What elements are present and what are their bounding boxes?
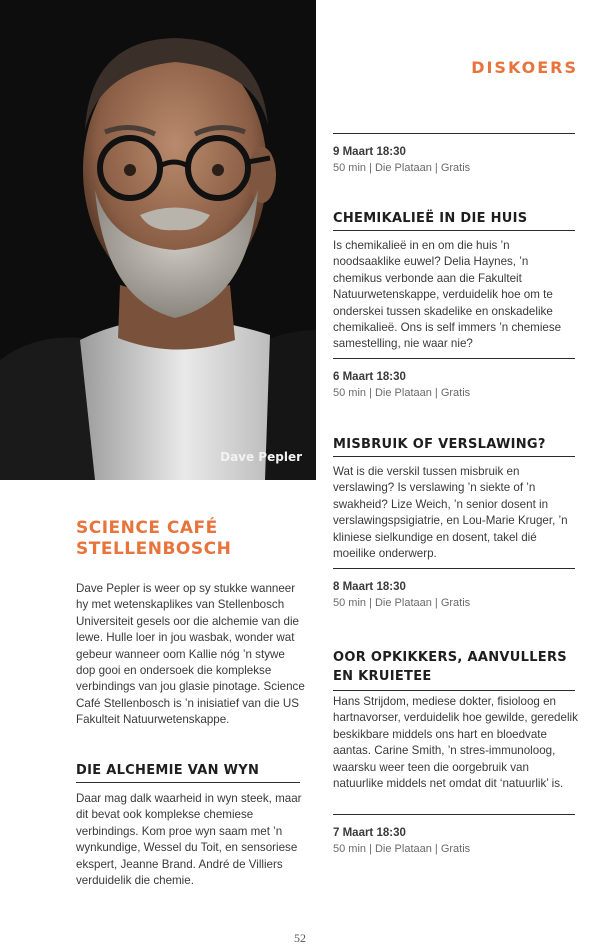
event-title: OOR OPKIKKERS, AANVULLERS EN KRUIETEE bbox=[333, 648, 575, 691]
section-body-wine: Daar mag dalk waarheid in wyn steek, maar dit bevat ook komplekse chemiese verbindings. Kom proe wyn saam met ’n wynkundige, Wessel du Toit, en sensoriese ekspert, Jeanne Brand. André de Villiers verduidelik die chemie. bbox=[76, 792, 302, 888]
intro-paragraph: Dave Pepler is weer op sy stukke wanneer hy met wetenskaplikes van Stellenbosch Universiteit gesels oor die alchemie van die lewe. Hulle loer in jou wasbak, wonder wat gebeur wanneer oom Kallie nóg ’n stywe dop gooi en ondersoek die komplekse verbindings van jou glasie pinotage. Science Café Stellenbosch is ’n inisiatief van die US Fakulteit Natuurwetenskappe. bbox=[76, 582, 305, 727]
divider bbox=[333, 814, 575, 815]
event-title: CHEMIKALIEË IN DIE HUIS bbox=[333, 211, 575, 231]
section-header: DISKOERS bbox=[471, 58, 578, 77]
event-body: Is chemikalieë in en om die huis ’n noodsaaklike euwel? Delia Haynes, ’n chemikus verbonde aan die Fakulteit Natuurwetenskappe, verduidelik hoe om te onderskei tussen skadelike en onskadelike chemikalieë. Ons is self immers ’n chemiese samestelling, nie waar nie? bbox=[333, 239, 562, 351]
main-title: SCIENCE CAFÉ STELLENBOSCH bbox=[76, 518, 232, 559]
event-date: 6 Maart 18:30 bbox=[333, 371, 406, 383]
event-date: 8 Maart 18:30 bbox=[333, 581, 406, 593]
section-heading-wine: DIE ALCHEMIE VAN WYN bbox=[76, 763, 300, 783]
portrait-photo bbox=[0, 0, 316, 480]
event-date: 9 Maart 18:30 bbox=[333, 146, 406, 158]
event-meta: 50 min | Die Plataan | Gratis bbox=[333, 162, 471, 174]
divider bbox=[333, 358, 575, 359]
event-body: Hans Strijdom, mediese dokter, fisioloog en hartnavorser, verduidelik hoe gewilde, geredelik beskikbare middels ons hart en bloedvate aantas. Carine Smith, ’n stres-immunoloog, waarsku weer teen die oorgebruik van natuurlike middels net omdat dit ‘natuurlik’ is. bbox=[333, 695, 578, 791]
event-title: MISBRUIK OF VERSLAWING? bbox=[333, 437, 575, 457]
photo-caption: Dave Pepler bbox=[220, 450, 302, 464]
event-meta: 50 min | Die Plataan | Gratis bbox=[333, 387, 471, 399]
event-meta: 50 min | Die Plataan | Gratis bbox=[333, 597, 471, 609]
divider bbox=[333, 568, 575, 569]
event-meta: 50 min | Die Plataan | Gratis bbox=[333, 843, 471, 855]
page-number: 52 bbox=[294, 931, 306, 945]
portrait-illustration bbox=[0, 0, 316, 480]
event-body: Wat is die verskil tussen misbruik en verslawing? Is verslawing ’n siekte of ’n swakheid? Lize Weich, ’n senior dosent in verslawingspsigiatrie, en Lou-Marie Kruger, ’n kliniese sielkundige en dosent, takel dié moeilike onderwerp. bbox=[333, 465, 568, 561]
divider bbox=[333, 133, 575, 134]
event-date: 7 Maart 18:30 bbox=[333, 827, 406, 839]
